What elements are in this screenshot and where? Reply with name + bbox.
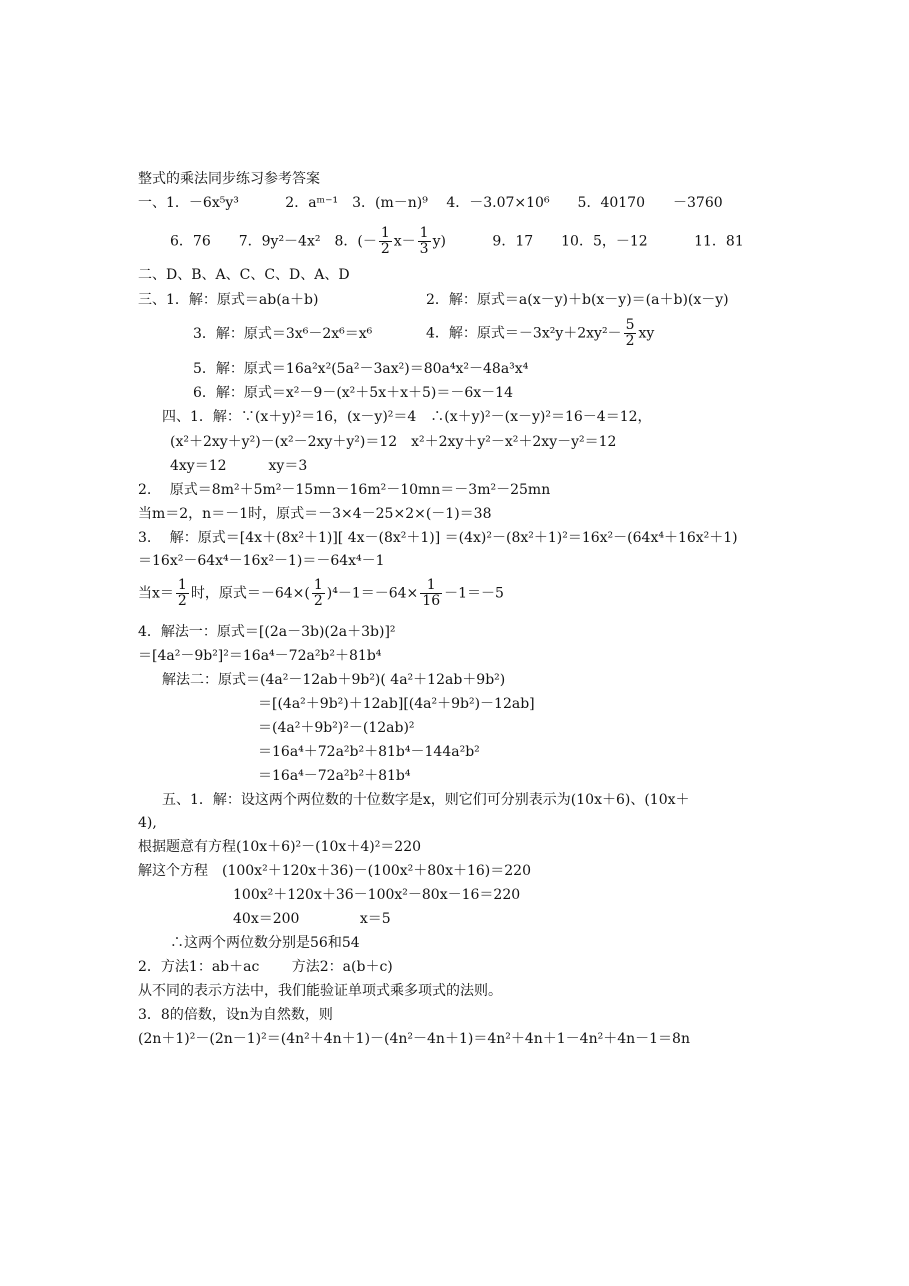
- answer-section-2: 二、D、B、A、C、C、D、A、D: [138, 267, 350, 283]
- answer-section-5-q1-line-5: 100x²＋120x＋36－100x²－80x－16＝220: [233, 887, 521, 903]
- fraction-one-sixteenth: $\frac{1}{16}$: [422, 577, 441, 609]
- answer-text: 4．解：原式＝－3x²y＋2xy²－: [426, 325, 622, 342]
- answer-section-5-q1-line-1: 五、1．解：设这两个两位数的十位数字是x，则它们可分别表示为(10x＋6)、(10x＋: [162, 792, 690, 808]
- answer-section-5-q1-line-4: 解这个方程 (100x²＋120x＋36)－(100x²＋80x＋16)＝220: [138, 863, 531, 879]
- answer-text: 时，原式＝－64×(: [190, 585, 310, 602]
- answer-section-3-q5: 5．解：原式＝16a²x²(5a²－3ax²)＝80a⁴x²－48a³x⁴: [193, 361, 529, 377]
- answer-section-1-line-2: [170, 226, 744, 257]
- answer-section-3-q6: 6．解：原式＝x²－9－(x²＋5x＋x＋5)＝－6x－14: [193, 385, 513, 401]
- answer-section-3-q3: 3．解：原式＝3x⁶－2x⁶＝x⁶: [193, 326, 373, 342]
- answer-section-5-q2-line-1: 2．方法1：ab＋ac 方法2：a(b＋c): [138, 959, 393, 975]
- fraction-one-half: $\frac{1}{2}$: [177, 577, 187, 609]
- answer-section-4-q3-line-3: [138, 578, 504, 609]
- answer-text: xy: [638, 325, 655, 342]
- answer-section-3-q1: 三、1．解：原式＝ab(a＋b): [138, 292, 319, 308]
- answer-section-4-q4-line-5: ＝(4a²＋9b²)²－(12ab)²: [258, 720, 415, 736]
- answer-text: －1＝－5: [444, 585, 504, 602]
- answer-section-4-q3-line-2: ＝16x²－64x⁴－16x²－1)＝－64x⁴－1: [138, 553, 385, 569]
- answer-text: 6．76 7．9y²－4x² 8．(－: [170, 233, 377, 250]
- answer-section-4-q3-line-1: 3. 解：原式＝[4x＋(8x²＋1)][ 4x－(8x²＋1)] ＝(4x)²－(8x²＋1)²＝16x²－(64x⁴＋16x²＋1): [138, 530, 738, 546]
- fraction-five-halves: $\frac{5}{2}$: [625, 317, 635, 349]
- answer-section-5-q1-line-6: 40x＝200 x＝5: [233, 911, 391, 927]
- answer-section-4-q2-line-2: 当m＝2，n＝－1时，原式＝－3×4－25×2×(－1)＝38: [138, 506, 492, 522]
- fraction-one-half: $\frac{1}{2}$: [313, 577, 323, 609]
- answer-section-3-q4: [426, 318, 654, 349]
- answer-section-4-q4-line-2: ＝[4a²－9b²]²＝16a⁴－72a²b²＋81b⁴: [138, 648, 382, 664]
- answer-text: 当x＝: [138, 585, 174, 602]
- answer-section-4-q4-line-7: ＝16a⁴－72a²b²＋81b⁴: [258, 768, 411, 784]
- answer-text: y) 9．17 10．5，－12 11．81: [432, 233, 744, 250]
- answer-section-4-q4-line-6: ＝16a⁴＋72a²b²＋81b⁴－144a²b²: [258, 744, 480, 760]
- document-title: 整式的乘法同步练习参考答案: [138, 171, 320, 187]
- answer-section-4-q4-line-1: 4．解法一：原式＝[(2a－3b)(2a＋3b)]²: [138, 624, 396, 640]
- answer-section-4-q2-line-1: 2. 原式＝8m²＋5m²－15mn－16m²－10mn＝－3m²－25mn: [138, 482, 551, 498]
- answer-section-3-q2: 2．解：原式＝a(x－y)＋b(x－y)＝(a＋b)(x－y): [426, 292, 729, 308]
- answer-section-4-q1-line-1: 四、1．解：∵(x＋y)²＝16，(x－y)²＝4 ∴(x＋y)²－(x－y)²＝16－4＝12，: [162, 409, 652, 425]
- answer-text: x－: [393, 233, 416, 250]
- fraction-one-half: $\frac{1}{2}$: [380, 225, 390, 257]
- answer-section-5-q1-line-2: 4),: [138, 815, 157, 831]
- answer-section-4-q1-line-2: (x²＋2xy＋y²)－(x²－2xy＋y²)＝12 x²＋2xy＋y²－x²＋2xy－y²＝12: [170, 434, 617, 450]
- answer-section-5-q2-line-2: 从不同的表示方法中，我们能验证单项式乘多项式的法则。: [138, 983, 502, 999]
- answer-section-5-q3-line-2: (2n＋1)²－(2n－1)²＝(4n²＋4n＋1)－(4n²－4n＋1)＝4n²＋4n＋1－4n²＋4n－1＝8n: [138, 1031, 690, 1047]
- answer-section-5-q1-line-7: ∴这两个两位数分别是56和54: [170, 935, 360, 951]
- answer-section-4-q4-line-3: 解法二：原式＝(4a²－12ab＋9b²)( 4a²＋12ab＋9b²): [162, 672, 506, 688]
- answer-section-5-q1-line-3: 根据题意有方程(10x＋6)²－(10x＋4)²＝220: [138, 839, 422, 855]
- answer-section-4-q1-line-3: 4xy＝12 xy＝3: [170, 458, 308, 474]
- fraction-one-third: $\frac{1}{3}$: [419, 225, 429, 257]
- answer-section-1-line-1: 一、1．－6x⁵y³ 2．aᵐ⁻¹ 3．(m－n)⁹ 4．－3.07×10⁶ 5．40170 －3760: [138, 195, 723, 211]
- answer-text: )⁴－1＝－64×: [326, 585, 419, 602]
- answer-section-4-q4-line-4: ＝[(4a²＋9b²)＋12ab][(4a²＋9b²)－12ab]: [258, 696, 535, 712]
- answer-section-5-q3-line-1: 3．8的倍数，设n为自然数，则: [138, 1007, 333, 1023]
